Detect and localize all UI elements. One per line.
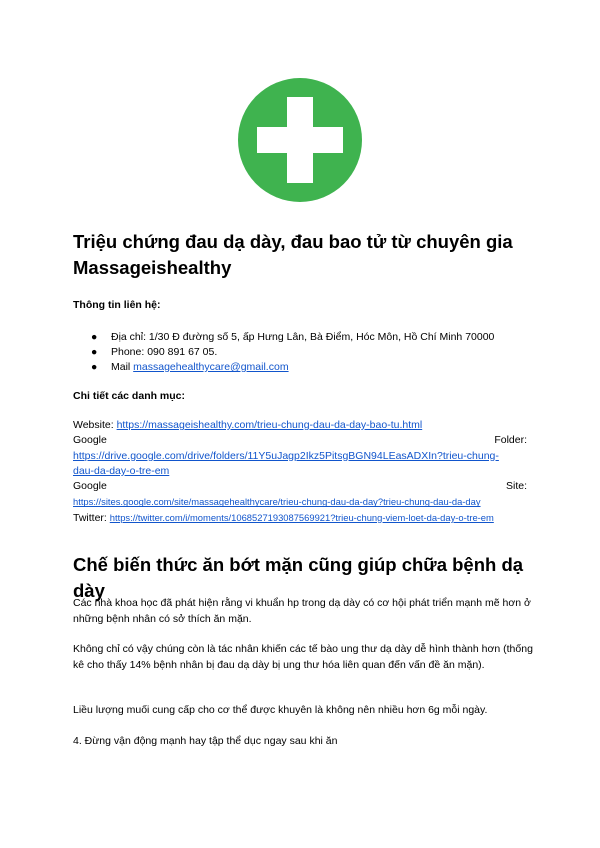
list-item-phone: ● Phone: 090 891 67 05.	[91, 346, 218, 358]
paragraph-1: Các nhà khoa học đã phát hiện rằng vi khuẩn hp trong dạ dày có cơ hội phát triển mạnh mẽ hơn ở những bệnh nhân có sở thích ăn mặn.	[73, 597, 531, 625]
paragraph-3: Liều lượng muối cung cấp cho cơ thể được khuyên là không nên nhiều hơn 6g mỗi ngày.	[73, 704, 488, 716]
website-link[interactable]: https://massageishealthy.com/trieu-chung-dau-da-day-bao-tu.html	[116, 419, 423, 431]
website-row	[73, 418, 527, 433]
google-site-left: Google	[73, 480, 107, 493]
paragraph-4: 4. Đừng vận động mạnh hay tập thể dục ngay sau khi ăn	[73, 735, 338, 747]
twitter-link[interactable]: https://twitter.com/i/moments/1068527193087569921?trieu-chung-viem-loet-da-day-o-tre-em	[109, 511, 494, 523]
website-label: Website:	[73, 419, 117, 431]
drive-link-row	[73, 449, 527, 464]
mail-label: Mail	[111, 361, 134, 373]
sites-link-row	[73, 494, 527, 509]
page-title: Triệu chứng đau dạ dày, đau bao tử từ chuyên gia Massageishealthy	[73, 231, 513, 278]
google-folder-right: Folder:	[494, 434, 527, 447]
drive-link-row-2	[73, 464, 527, 479]
twitter-row	[73, 510, 527, 526]
contact-list	[73, 330, 543, 375]
categories-label: Chi tiết các danh mục:	[73, 390, 186, 402]
twitter-label: Twitter:	[73, 511, 110, 524]
phone-text: Phone: 090 891 67 05.	[111, 346, 218, 358]
paragraph-2: Không chỉ có vậy chúng còn là tác nhân khiến các tế bào ung thư dạ dày dễ hình thành hơn (thống kê cho thấy 14% bệnh nhân bị đau dạ dày bị ung thư hóa liên quan đến vấn đề ăn mặn).	[73, 643, 533, 671]
list-item-address: ● Địa chỉ: 1/30 Đ đường số 5, ấp Hưng Lân, Bà Điểm, Hóc Môn, Hồ Chí Minh 70000	[91, 331, 495, 343]
google-site-row	[73, 479, 527, 494]
google-folder-left: Google	[73, 434, 107, 447]
contact-label: Thông tin liên hệ:	[73, 299, 161, 311]
sites-link[interactable]: https://sites.google.com/site/massagehealthycare/trieu-chung-dau-da-day?trieu-chung-dau-da-day	[73, 496, 481, 508]
categories-info	[73, 418, 527, 526]
google-folder-row	[73, 433, 527, 448]
section-heading: Chế biến thức ăn bớt mặn cũng giúp chữa bệnh dạ dày	[73, 554, 524, 601]
address-text: Địa chỉ: 1/30 Đ đường số 5, ấp Hưng Lân, Bà Điểm, Hóc Môn, Hồ Chí Minh 70000	[111, 331, 495, 343]
drive-link-continued[interactable]: dau-da-day-o-tre-em	[73, 464, 170, 477]
drive-link[interactable]: https://drive.google.com/drive/folders/11Y5uJagp2Ikz5PitsgBGN94LEasADXIn?trieu-chung-	[73, 449, 499, 462]
google-site-right: Site:	[505, 480, 527, 493]
list-item-mail: ● Mail massagehealthycare@gmail.com	[91, 361, 289, 373]
green-plus-icon	[235, 75, 365, 205]
mail-link[interactable]: massagehealthycare@gmail.com	[133, 361, 289, 373]
